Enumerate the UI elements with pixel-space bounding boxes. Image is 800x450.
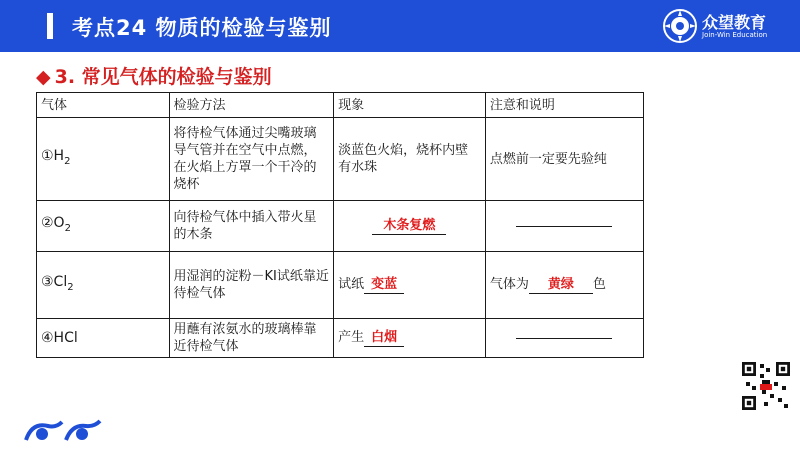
gas-subscript: 2: [64, 155, 71, 167]
answer-fill-in: 白烟: [364, 330, 404, 347]
gas-subscript: 2: [64, 222, 71, 234]
table-row: [37, 201, 644, 252]
method-cell: 将待检气体通过尖嘴玻璃导气管并在空气中点燃，在火焰上方罩一个干冷的烧杯: [169, 118, 334, 201]
brand-name-en: Join-Win Education: [702, 31, 768, 39]
table-header-row: [37, 93, 644, 118]
gas-subscript: 2: [67, 281, 74, 293]
phenomenon-cell: [334, 319, 486, 358]
gas-cell: [37, 201, 170, 252]
note-cell: 点燃前一定要先验纯: [485, 118, 643, 201]
gas-cell: [37, 319, 170, 358]
note-cell: [485, 252, 643, 319]
promo-badge-icon: [22, 416, 112, 444]
gas-name: ④HCl: [41, 329, 78, 346]
phenomenon-prefix: 产生: [338, 330, 365, 345]
note-suffix: 色: [592, 277, 606, 292]
brand-emblem-icon: [662, 8, 698, 44]
header-method: 检验方法: [169, 93, 334, 118]
header-phenomenon: 现象: [334, 93, 486, 118]
phenomenon-cell: [334, 201, 486, 252]
table-row: [37, 252, 644, 319]
phenomenon-cell: [334, 252, 486, 319]
method-cell: 向待检气体中插入带火星的木条: [169, 201, 334, 252]
gas-cell: [37, 118, 170, 201]
diamond-bullet-icon: ◆: [36, 66, 51, 88]
brand-logo: [662, 8, 792, 46]
table-row: [37, 319, 644, 358]
answer-fill-in: 黄绿: [529, 277, 593, 294]
note-cell: [485, 201, 643, 252]
answer-fill-in: 木条复燃: [372, 218, 446, 235]
blank-line: [516, 337, 612, 339]
brand-name: 众望教育: [702, 13, 767, 32]
note-prefix: 气体为: [489, 277, 529, 292]
gas-name: ③Cl: [41, 274, 68, 291]
gas-name: ①H: [41, 148, 65, 165]
method-cell: 用蘸有浓氨水的玻璃棒靠近待检气体: [169, 319, 334, 358]
table-row: [37, 118, 644, 201]
qr-code-icon: [742, 362, 790, 410]
gas-cell: [37, 252, 170, 319]
header-gas: 气体: [37, 93, 170, 118]
phenomenon-cell: 淡蓝色火焰，烧杯内壁有水珠: [334, 118, 486, 201]
header-bar: [0, 0, 800, 52]
page-title: 考点24 物质的检验与鉴别: [72, 16, 332, 40]
gas-name: ②O: [41, 215, 65, 232]
section-heading-text: 3. 常见气体的检验与鉴别: [54, 66, 272, 88]
answer-fill-in: 变蓝: [364, 277, 404, 294]
phenomenon-prefix: 试纸: [338, 277, 365, 292]
note-cell: [485, 319, 643, 358]
method-cell: 用湿润的淀粉－KI试纸靠近待检气体: [169, 252, 334, 319]
section-heading: [36, 62, 272, 89]
gas-test-table: [36, 92, 644, 358]
header-accent-bar: [47, 13, 53, 39]
header-note: 注意和说明: [485, 93, 643, 118]
blank-line: [516, 225, 612, 227]
